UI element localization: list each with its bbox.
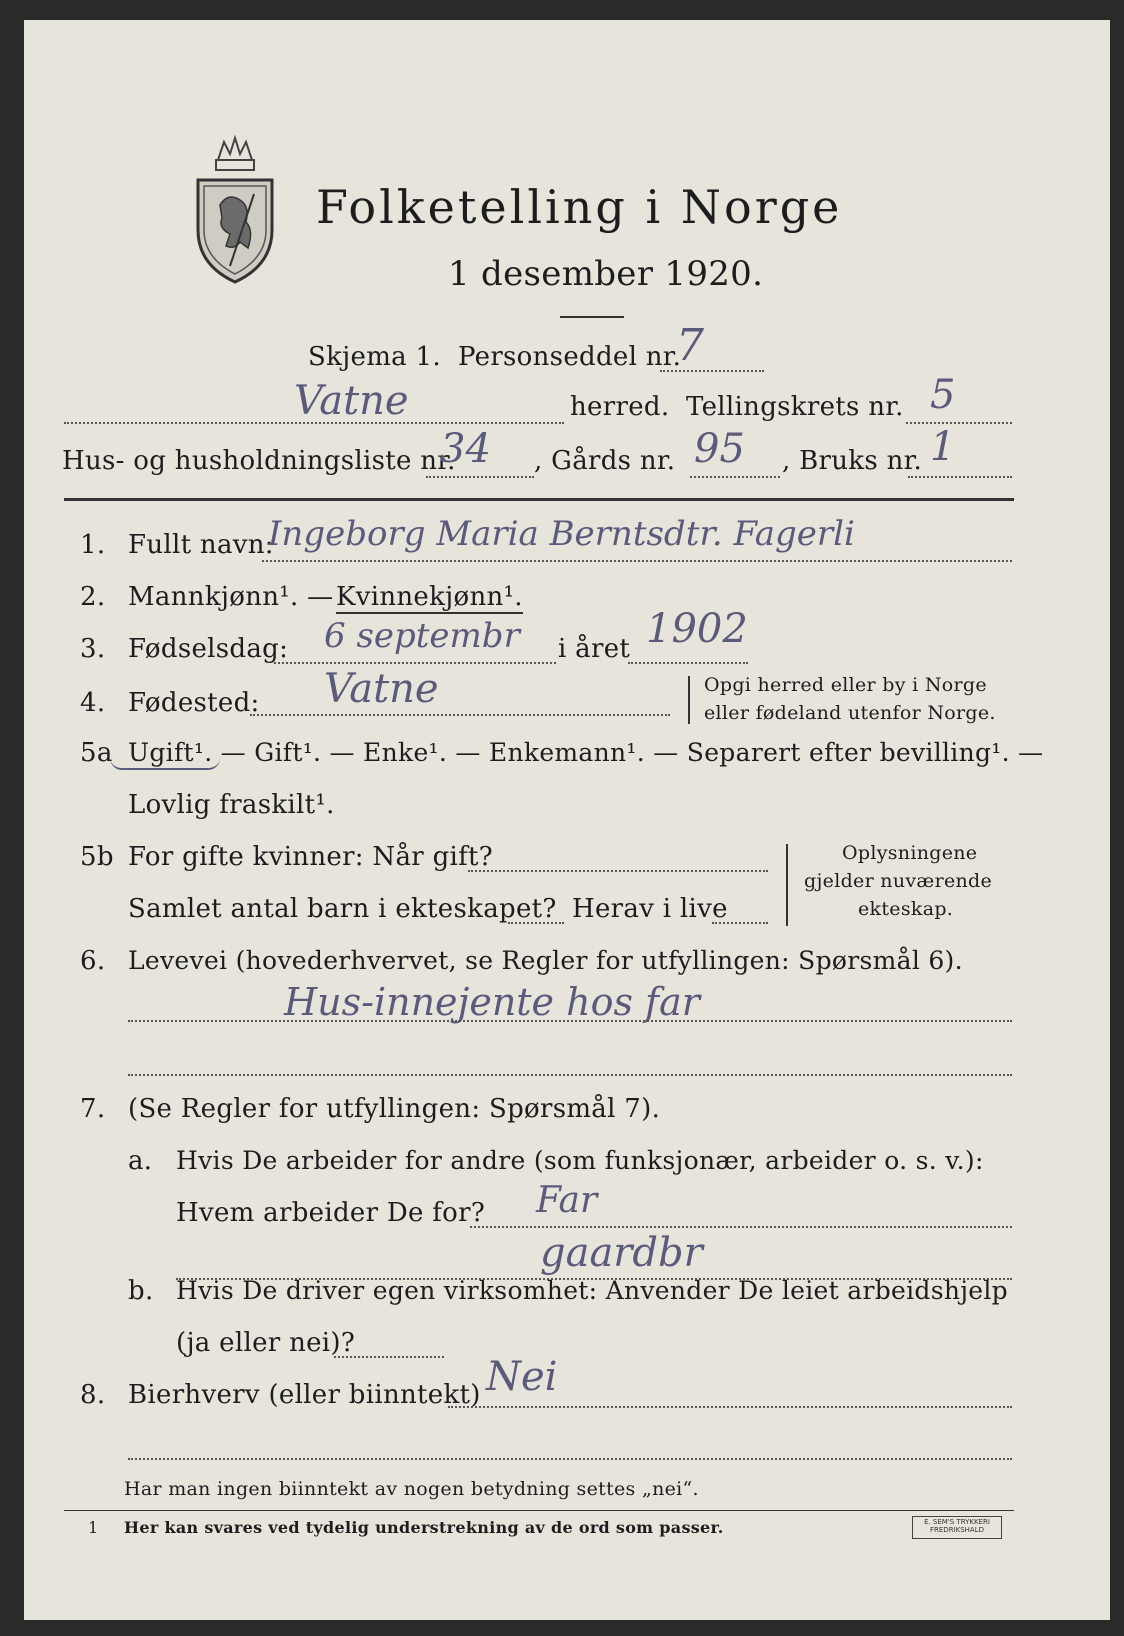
q5b-label-married: For gifte kvinner: Når gift? xyxy=(128,842,494,872)
birth-year-value: 1902 xyxy=(646,606,748,652)
q5b-label-children: Samlet antal barn i ekteskapet? xyxy=(128,894,557,924)
birth-year-field[interactable] xyxy=(628,662,748,664)
form-title: Folketelling i Norge xyxy=(316,180,843,234)
unmarried-underline xyxy=(110,758,220,770)
side-income-field-2[interactable] xyxy=(128,1458,1012,1460)
married-when-field[interactable] xyxy=(468,870,768,872)
q4-number: 4. xyxy=(80,688,106,718)
side-income-field-1[interactable] xyxy=(448,1406,1012,1408)
q7b-line1: Hvis De driver egen virksomhet: Anvender De leiet arbeidshjelp xyxy=(176,1276,1008,1305)
side-income-value: Nei xyxy=(486,1354,558,1400)
q5b-label-alive: Herav i live xyxy=(572,894,728,924)
birthdate-field[interactable] xyxy=(274,662,556,664)
male-option[interactable]: Mannkjønn¹. — xyxy=(128,582,334,612)
bruks-label: , Bruks nr. xyxy=(782,446,923,476)
tellingskrets-label: Tellingskrets nr. xyxy=(686,392,904,422)
norway-coat-of-arms-icon xyxy=(190,130,280,290)
herred-value: Vatne xyxy=(294,378,409,424)
q7-number: 7. xyxy=(80,1094,106,1124)
footnote-text: Her kan svares ved tydelig understrekning av de ord som passer. xyxy=(124,1518,724,1537)
header-divider xyxy=(64,498,1014,501)
gards-value: 95 xyxy=(694,426,745,472)
birth-year-label: i året xyxy=(558,634,631,664)
q7a-line2: Hvem arbeider De for? xyxy=(176,1198,486,1228)
herred-label: herred. xyxy=(570,392,670,422)
q1-number: 1. xyxy=(80,530,106,560)
birthplace-value: Vatne xyxy=(324,666,439,712)
employer-value-2: gaardbr xyxy=(540,1230,703,1276)
q2-number: 2. xyxy=(80,582,106,612)
q4-label: Fødested: xyxy=(128,688,260,718)
marital-status-options[interactable]: Ugift¹. — Gift¹. — Enke¹. — Enkemann¹. — Separert efter bevilling¹. — xyxy=(128,738,1044,767)
printer-stamp-line1: E. SEM'S TRYKKERI xyxy=(924,1518,990,1526)
q5b-note-line3: ekteskap. xyxy=(858,898,954,920)
q7b-letter: b. xyxy=(128,1276,154,1306)
tellingskrets-field[interactable] xyxy=(906,422,1012,424)
q6-label: Levevei (hovederhvervet, se Regler for utfyllingen: Spørsmål 6). xyxy=(128,946,963,975)
q5b-note-line2: gjelder nuværende xyxy=(804,870,993,892)
occupation-value: Hus-innejente hos far xyxy=(284,980,700,1024)
q6-number: 6. xyxy=(80,946,106,976)
q5b-note-line1: Oplysningene xyxy=(842,842,978,864)
q5b-note-brace xyxy=(786,844,788,926)
q7a-letter: a. xyxy=(128,1146,153,1176)
q5b-number: 5b xyxy=(80,842,114,872)
census-form-page xyxy=(24,20,1110,1620)
q7a-line1: Hvis De arbeider for andre (som funksjonær, arbeider o. s. v.): xyxy=(176,1146,984,1175)
q3-label: Fødselsdag: xyxy=(128,634,289,664)
footer-note: Har man ingen biinntekt av nogen betydning settes „nei“. xyxy=(124,1478,699,1500)
printer-stamp xyxy=(912,1516,1002,1539)
hus-label: Hus- og husholdningsliste nr. xyxy=(62,446,456,476)
q8-number: 8. xyxy=(80,1380,106,1410)
q5a-number: 5a xyxy=(80,738,113,768)
q1-label: Fullt navn: xyxy=(128,530,274,560)
occupation-field-1[interactable] xyxy=(128,1020,1012,1022)
census-date: 1 desember 1920. xyxy=(448,254,764,294)
employer-value-1: Far xyxy=(536,1180,598,1221)
birthdate-value: 6 septembr xyxy=(324,616,520,656)
divorced-option[interactable]: Lovlig fraskilt¹. xyxy=(128,790,335,820)
hus-value: 34 xyxy=(440,426,491,472)
full-name-value: Ingeborg Maria Berntsdtr. Fagerli xyxy=(268,514,855,554)
personseddel-label: Personseddel nr. xyxy=(458,342,682,372)
gards-label: , Gårds nr. xyxy=(534,446,676,476)
children-alive-field[interactable] xyxy=(712,922,768,924)
children-count-field[interactable] xyxy=(508,922,564,924)
q4-note-brace xyxy=(688,676,690,724)
skjema-label: Skjema 1. xyxy=(308,342,441,372)
footnote-number: 1 xyxy=(88,1518,99,1537)
hired-help-field[interactable] xyxy=(334,1356,444,1358)
employer-field-1[interactable] xyxy=(470,1226,1012,1228)
q4-note-line2: eller fødeland utenfor Norge. xyxy=(704,702,996,724)
printer-stamp-line2: FREDRIKSHALD xyxy=(929,1526,984,1534)
footer-divider xyxy=(64,1510,1014,1511)
title-divider xyxy=(560,316,624,318)
q7b-line2: (ja eller nei)? xyxy=(176,1328,356,1358)
occupation-field-2[interactable] xyxy=(128,1074,1012,1076)
q7-label: (Se Regler for utfyllingen: Spørsmål 7). xyxy=(128,1094,661,1124)
full-name-field[interactable] xyxy=(262,560,1012,562)
bruks-field[interactable] xyxy=(908,476,1012,478)
personseddel-value: 7 xyxy=(676,320,704,371)
birthplace-field[interactable] xyxy=(250,714,670,716)
q8-label: Bierhverv (eller biinntekt) xyxy=(128,1380,481,1410)
q4-note-line1: Opgi herred eller by i Norge xyxy=(704,674,987,696)
tellingskrets-value: 5 xyxy=(930,372,956,418)
hus-field[interactable] xyxy=(426,476,534,478)
female-option[interactable]: Kvinnekjønn¹. xyxy=(336,582,523,612)
gards-field[interactable] xyxy=(690,476,780,478)
q3-number: 3. xyxy=(80,634,106,664)
bruks-value: 1 xyxy=(930,424,956,470)
